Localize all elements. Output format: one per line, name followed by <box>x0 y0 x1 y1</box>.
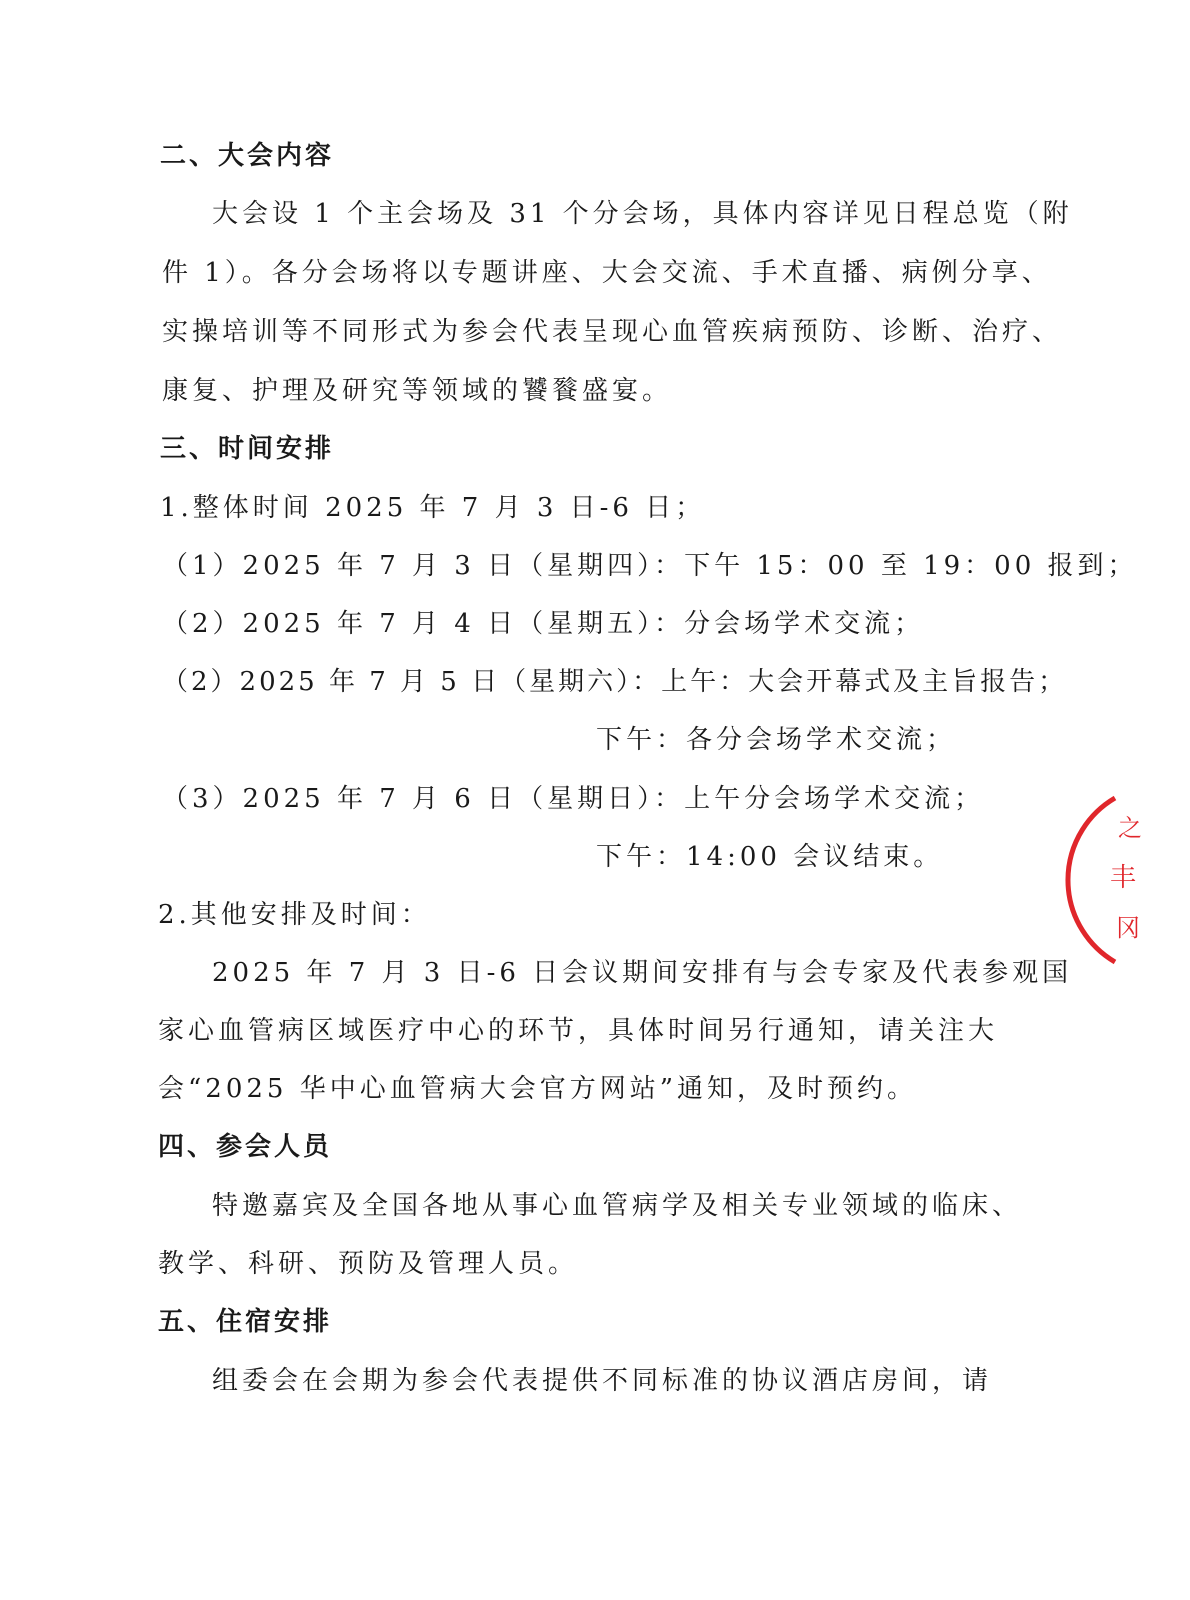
schedule-item-other: 2.其他安排及时间： <box>158 900 431 930</box>
paragraph-line: 组委会在会期为参会代表提供不同标准的协议酒店房间，请 <box>212 1366 993 1396</box>
paragraph-line: 件 1）。各分会场将以专题讲座、大会交流、手术直播、病例分享、 <box>162 258 1052 288</box>
official-seal-stamp <box>1070 790 1190 970</box>
section-heading-schedule: 三、时间安排 <box>160 434 335 464</box>
schedule-day-line: 下午：14:00 会议结束。 <box>596 842 944 872</box>
paragraph-line: 大会设 1 个主会场及 31 个分会场，具体内容详见日程总览（附 <box>212 199 1073 229</box>
section-heading-content: 二、大会内容 <box>160 141 335 171</box>
schedule-item-overall: 1.整体时间 2025 年 7 月 3 日-6 日； <box>160 493 706 523</box>
svg-text:丰: 丰 <box>1110 863 1137 893</box>
paragraph-line: 2025 年 7 月 3 日-6 日会议期间安排有与会专家及代表参观国 <box>212 958 1073 988</box>
paragraph-line: 康复、护理及研究等领域的饕餮盛宴。 <box>162 376 673 406</box>
section-heading-attendees: 四、参会人员 <box>158 1132 333 1162</box>
section-heading-accommodation: 五、住宿安排 <box>158 1307 333 1337</box>
schedule-day-line: （1）2025 年 7 月 3 日（星期四）：下午 15：00 至 19：00 报到； <box>162 551 1138 581</box>
schedule-day-line: （2）2025 年 7 月 4 日（星期五）：分会场学术交流； <box>162 609 925 639</box>
paragraph-line: 教学、科研、预防及管理人员。 <box>158 1249 579 1279</box>
paragraph-line: 会“2025 华中心血管病大会官方网站”通知，及时预约。 <box>158 1074 918 1104</box>
svg-text:冈: 冈 <box>1116 914 1140 942</box>
schedule-day-line: （3）2025 年 7 月 6 日（星期日）：上午分会场学术交流； <box>162 784 985 814</box>
paragraph-line: 实操培训等不同形式为参会代表呈现心血管疾病预防、诊断、治疗、 <box>162 317 1063 347</box>
schedule-day-line: （2）2025 年 7 月 5 日（星期六）：上午：大会开幕式及主旨报告； <box>162 667 1068 697</box>
svg-text:之: 之 <box>1118 814 1142 842</box>
paragraph-line: 家心血管病区域医疗中心的环节，具体时间另行通知，请关注大 <box>158 1016 999 1046</box>
paragraph-line: 特邀嘉宾及全国各地从事心血管病学及相关专业领域的临床、 <box>212 1191 1023 1221</box>
schedule-day-line: 下午：各分会场学术交流； <box>596 725 957 755</box>
